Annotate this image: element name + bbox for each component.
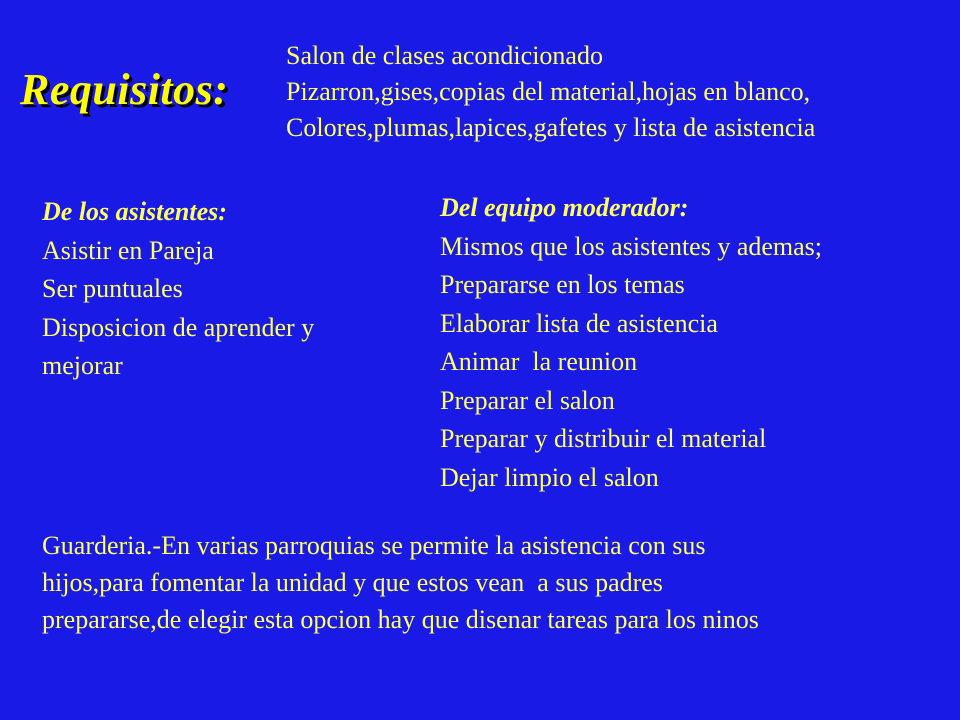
slide-title: Requisitos: [20, 65, 229, 114]
attendees-item: Disposicion de aprender y mejorar [42, 312, 315, 380]
moderators-item: Mismos que los asistentes y ademas; [440, 231, 823, 261]
moderators-heading: Del equipo moderador: [440, 193, 689, 222]
moderators-section [440, 189, 940, 497]
attendees-item: Ser puntuales [42, 274, 183, 303]
moderators-item: Preparar y distribuir el material [440, 424, 767, 453]
moderators-item: Prepararse en los temas [440, 270, 685, 299]
attendees-item: Asistir en Pareja [42, 235, 214, 265]
attendees-section [42, 193, 392, 386]
moderators-item: Animar la reunion [440, 347, 638, 376]
childcare-line: hijos,para fomentar la unidad y que estos vean a sus padres [42, 568, 663, 597]
moderators-item: Preparar el salon [440, 385, 615, 415]
requirement-item: Colores,plumas,lapices,gafetes y lista de asistencia [286, 113, 816, 142]
moderators-item: Elaborar lista de asistencia [440, 308, 718, 338]
requirement-item: Salon de clases acondicionado [286, 41, 603, 70]
requirements-list [286, 38, 815, 146]
attendees-heading: De los asistentes: [42, 197, 227, 226]
requirement-item: Pizarron,gises,copias del material,hojas en blanco, [286, 77, 811, 106]
childcare-line: Guarderia.-En varias parroquias se permite la asistencia con sus [42, 531, 706, 560]
childcare-line: prepararse,de elegir esta opcion hay que disenar tareas para los ninos [42, 605, 759, 634]
childcare-note [42, 527, 942, 638]
moderators-item: Dejar limpio el salon [440, 462, 659, 492]
